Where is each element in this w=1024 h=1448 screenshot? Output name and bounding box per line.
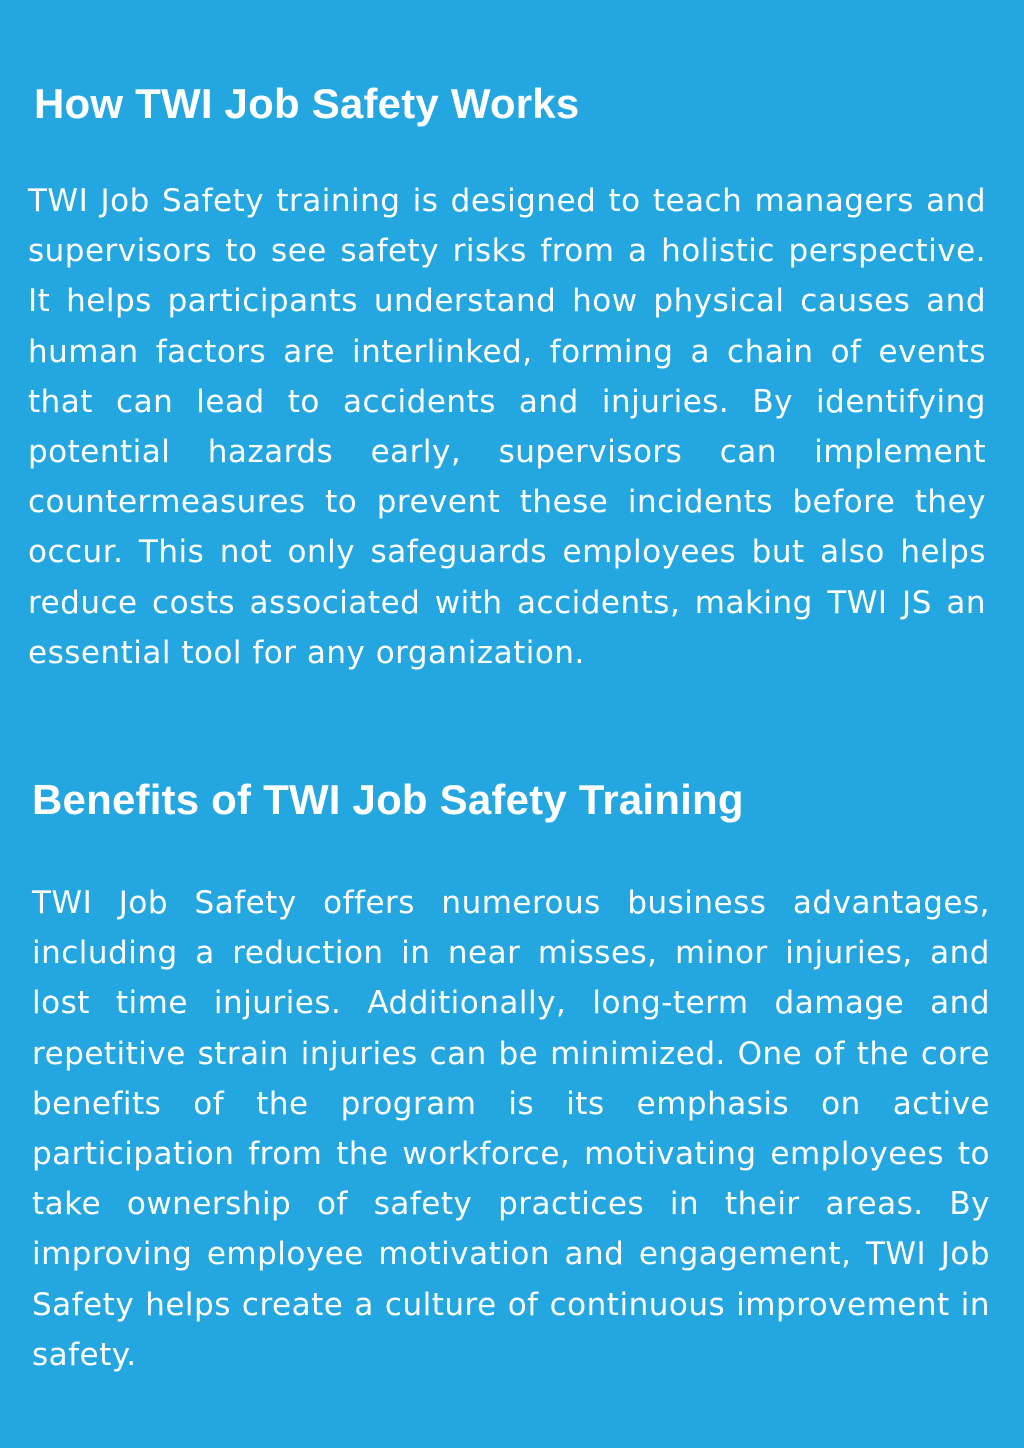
section-heading: Benefits of TWI Job Safety Training: [32, 776, 744, 823]
section-body: TWI Job Safety training is designed to teach managers and supervisors to see safety risks from a holistic perspective. It helps participants understand how physical causes and human factors are interlinked, forming a chain of events that can lead to accidents and injuries. By identifying potential hazards early, supervisors can implement countermeasures to prevent these incidents before they occur. This not only safeguards employees but also helps reduce costs associated with accidents, making TWI JS an essential tool for any organization.: [28, 183, 986, 671]
section-how-it-works: [28, 76, 988, 678]
section-heading: How TWI Job Safety Works: [34, 80, 580, 127]
section-benefits: [32, 772, 992, 1380]
section-body: TWI Job Safety offers numerous business advantages, including a reduction in near misses, minor injuries, and lost time injuries. Additionally, long-term damage and repetitive strain injuries can be minimized. One of the core benefits of the program is its emphasis on active participation from the workforce, motivating employees to take ownership of safety practices in their areas. By improving employee motivation and engagement, TWI Job Safety helps create a culture of continuous improvement in safety.: [32, 885, 990, 1373]
